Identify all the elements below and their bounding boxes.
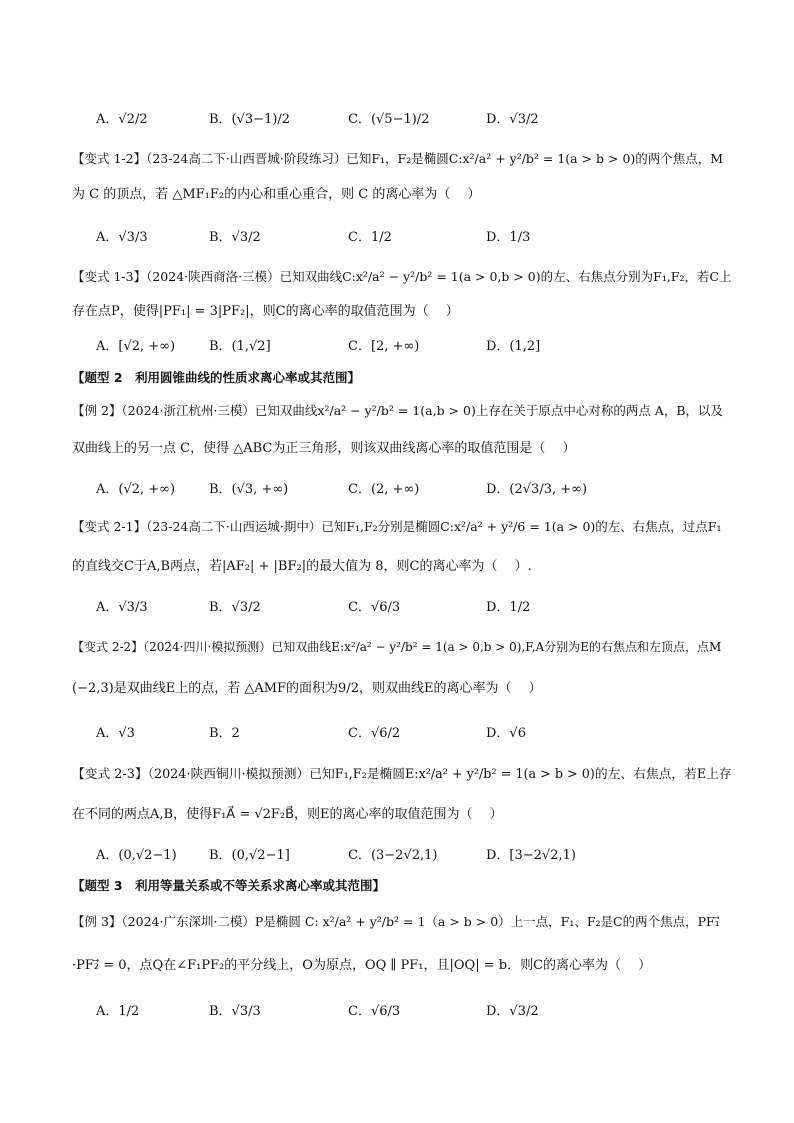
problem-text-line-2: (−2,3)是双曲线E上的点，若 △AMF的面积为9/2，则双曲线E的离心率为（ ） [72,681,542,696]
option-a: A．1/2 [96,1004,140,1019]
option-a: A．[√2, +∞) [96,339,176,354]
section-heading-2: 【题型 2 利用圆锥曲线的性质求离心率或其范围】 [72,370,361,385]
option-c: C．[2, +∞) [348,339,420,354]
option-b: B．(1,√2] [209,339,271,354]
option-d: D．√3/2 [486,1004,539,1019]
option-c: C．√6/3 [348,1004,401,1019]
problem-text-line-1: 【变式 1-2】（23-24高二下·山西晋城·阶段练习）已知F₁，F₂是椭圆C:x²/a² + y²/b² = 1(a > b > 0)的两个焦点，M [72,151,724,166]
option-c: C．√6/3 [348,600,401,615]
option-d: D．1/3 [486,230,531,245]
option-c: C．1/2 [348,230,392,245]
option-b: B．√3/2 [209,600,261,615]
option-c: C．(√5−1)/2 [348,112,430,127]
problem-text-line-2: 存在点P，使得|PF₁| = 3|PF₂|，则C的离心率的取值范围为（ ） [72,304,459,319]
option-a: A．√3 [96,726,135,741]
option-b: B．(0,√2−1] [209,848,290,863]
problem-text-line-2: 双曲线上的另一点 C，使得 △ABC为正三角形，则该双曲线离心率的取值范围是（ ） [72,441,576,456]
option-d: D．[3−2√2,1) [486,848,576,863]
problem-text-line-1: 【例 3】（2024·广东深圳·二模）P是椭圆 C: x²/a² + y²/b² = 1（a > b > 0）上一点，F₁、F₂是C的两个焦点，PF₁⃗ [72,914,720,929]
option-b: B．(√3−1)/2 [209,112,291,127]
option-b: B．(√3, +∞) [209,482,289,497]
problem-text-line-2: ·PF₂⃗ = 0，点Q在∠F₁PF₂的平分线上，O为原点，OQ ∥ PF₁，且|OQ| = b．则C的离心率为（ ） [72,958,652,973]
option-d: D．1/2 [486,600,531,615]
section-heading-3: 【题型 3 利用等量关系或不等关系求离心率或其范围】 [72,878,386,893]
option-c: C．√6/2 [348,726,401,741]
problem-text-line-2: 在不同的两点A,B，使得F₁A⃗ = √2F₂B⃗，则E的离心率的取值范围为（ ） [72,807,503,822]
option-c: C．(3−2√2,1) [348,848,438,863]
problem-text-line-1: 【例 2】（2024·浙江杭州·三模）已知双曲线x²/a² − y²/b² = 1(a,b > 0)上存在关于原点中心对称的两点 A，B，以及 [72,403,724,418]
option-d: D．√6 [486,726,526,741]
option-a: A．(0,√2−1) [96,848,177,863]
option-a: A．√2/2 [96,112,148,127]
option-a: A．√3/3 [96,600,148,615]
problem-text-line-1: 【变式 2-2】（2024·四川·模拟预测）已知双曲线E:x²/a² − y²/b² = 1(a > 0,b > 0),F,A分别为E的右焦点和左顶点，点M [72,640,722,654]
option-a: A．√3/3 [96,230,148,245]
option-b: B．√3/3 [209,1004,261,1019]
option-b: B．√3/2 [209,230,261,245]
option-a: A．(√2, +∞) [96,482,176,497]
option-b: B．2 [209,726,240,741]
problem-text-line-1: 【变式 2-1】（23-24高二下·山西运城·期中）已知F₁,F₂分别是椭圆C:x²/a² + y²/6 = 1(a > 0)的左、右焦点，过点F₁ [72,519,722,534]
option-d: D．(1,2] [486,339,541,354]
problem-text-line-1: 【变式 1-3】（2024·陕西商洛·三模）已知双曲线C:x²/a² − y²/b² = 1(a > 0,b > 0)的左、右焦点分别为F₁,F₂，若C上 [72,269,732,284]
problem-text-line-2: 的直线交C于A,B两点，若|AF₂| + |BF₂|的最大值为 8，则C的离心率为（ ）. [72,559,532,574]
problem-text-line-1: 【变式 2-3】（2024·陕西铜川·模拟预测）已知F₁,F₂是椭圆E:x²/a² + y²/b² = 1(a > b > 0)的左、右焦点，若E上存 [72,767,732,782]
option-d: D．√3/2 [486,112,539,127]
option-d: D．(2√3/3, +∞) [486,482,588,497]
option-c: C．(2, +∞) [348,482,420,497]
problem-text-line-2: 为 C 的顶点，若 △MF₁F₂的内心和重心重合，则 C 的离心率为（ ） [72,187,481,202]
